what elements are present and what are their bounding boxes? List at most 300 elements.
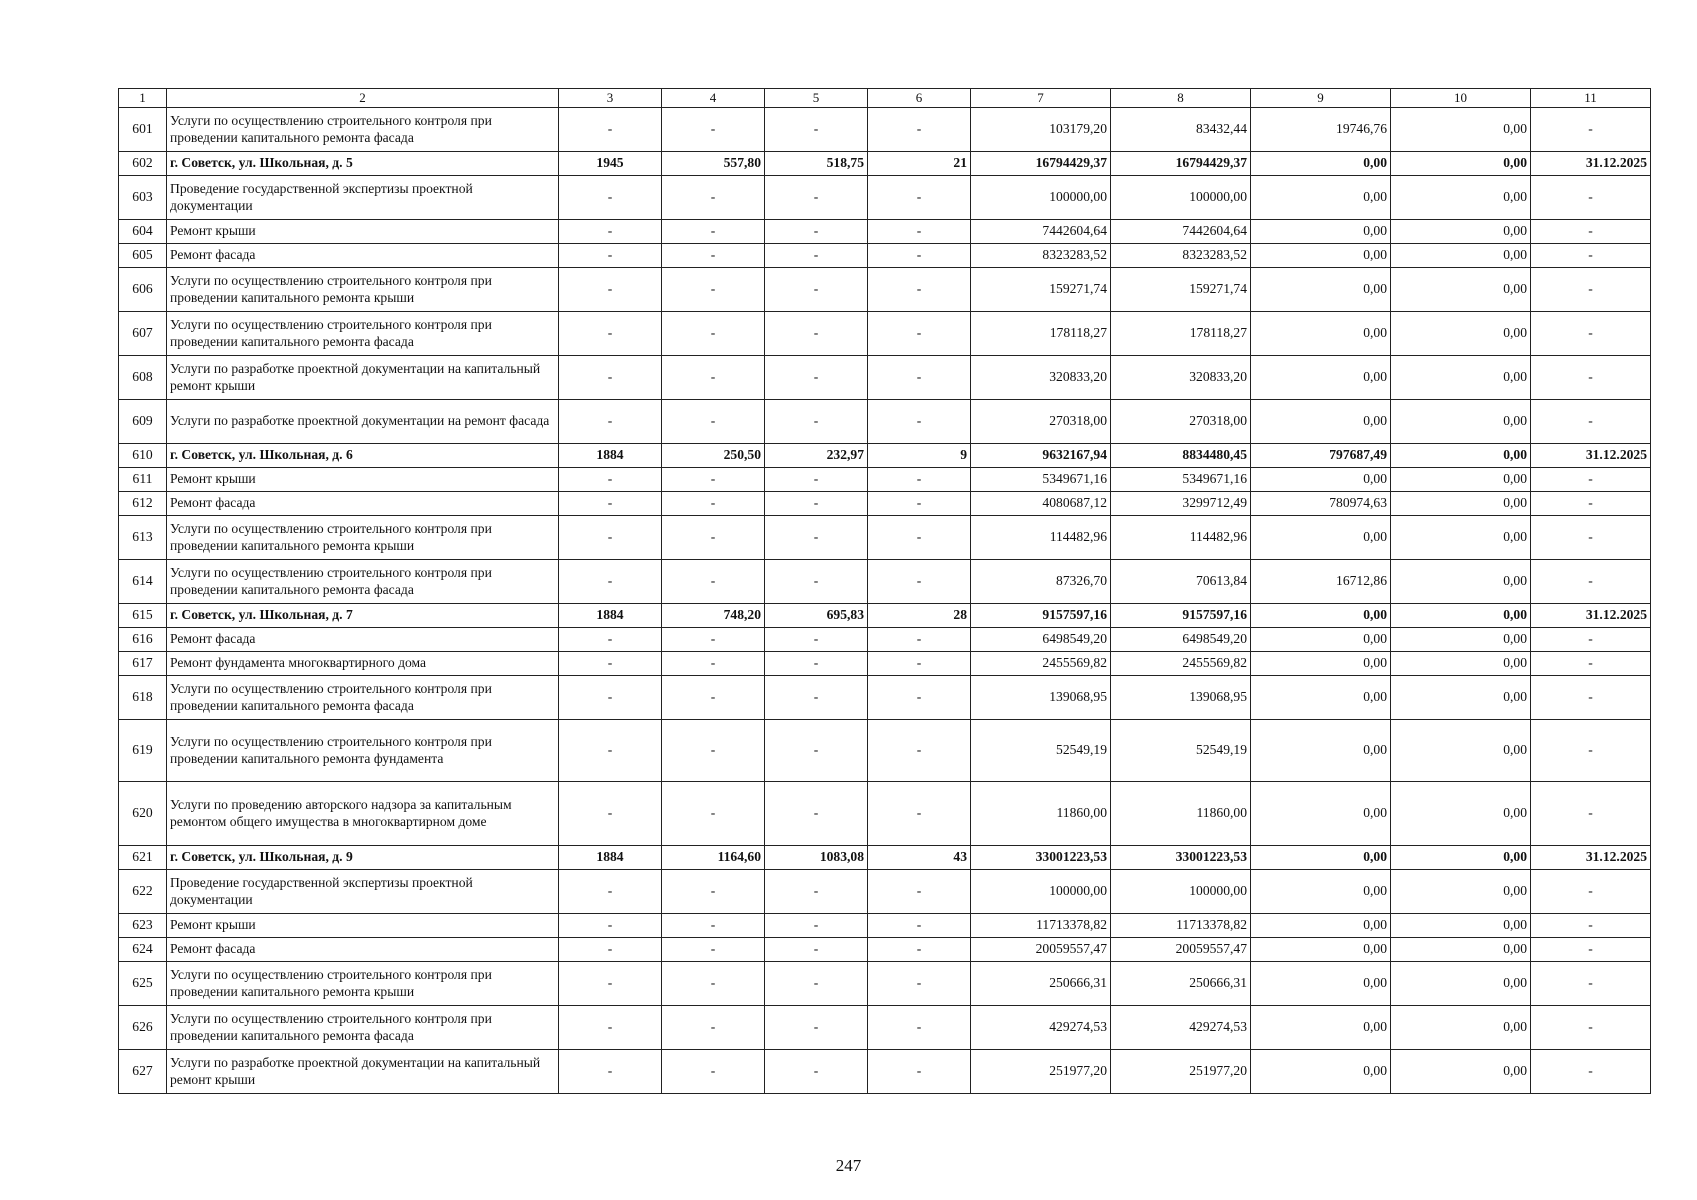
row-number: 624 <box>119 938 167 962</box>
col-10-cell: 0,00 <box>1391 676 1531 720</box>
col-6-cell: - <box>868 782 971 846</box>
col-7-cell: 52549,19 <box>971 720 1111 782</box>
col-5-cell: - <box>765 468 868 492</box>
col-8-cell: 70613,84 <box>1111 560 1251 604</box>
document-sheet <box>118 88 1650 1094</box>
work-description: г. Советск, ул. Школьная, д. 5 <box>167 152 559 176</box>
col-11-cell: - <box>1531 268 1651 312</box>
col-3-cell: - <box>559 176 662 220</box>
row-number: 613 <box>119 516 167 560</box>
col-4-cell: 748,20 <box>662 604 765 628</box>
table-row <box>119 108 1651 152</box>
col-9-cell: 0,00 <box>1251 220 1391 244</box>
col-5-cell: - <box>765 1006 868 1050</box>
col-9-cell: 0,00 <box>1251 400 1391 444</box>
col-7-cell: 11713378,82 <box>971 914 1111 938</box>
table-row <box>119 492 1651 516</box>
col-7-cell: 7442604,64 <box>971 220 1111 244</box>
col-10-cell: 0,00 <box>1391 312 1531 356</box>
header-cell: 3 <box>559 89 662 108</box>
table-row <box>119 356 1651 400</box>
col-4-cell: 557,80 <box>662 152 765 176</box>
address-row <box>119 152 1651 176</box>
col-10-cell: 0,00 <box>1391 152 1531 176</box>
col-7-cell: 9157597,16 <box>971 604 1111 628</box>
table-row <box>119 676 1651 720</box>
col-5-cell: - <box>765 870 868 914</box>
col-11-cell: - <box>1531 1006 1651 1050</box>
col-9-cell: 0,00 <box>1251 1006 1391 1050</box>
col-5-cell: - <box>765 400 868 444</box>
row-number: 616 <box>119 628 167 652</box>
work-description: г. Советск, ул. Школьная, д. 9 <box>167 846 559 870</box>
col-11-cell: - <box>1531 870 1651 914</box>
row-number: 615 <box>119 604 167 628</box>
col-8-cell: 251977,20 <box>1111 1050 1251 1094</box>
col-6-cell: - <box>868 492 971 516</box>
col-11-cell: - <box>1531 720 1651 782</box>
col-4-cell: - <box>662 914 765 938</box>
col-7-cell: 11860,00 <box>971 782 1111 846</box>
col-3-cell: 1884 <box>559 604 662 628</box>
col-10-cell: 0,00 <box>1391 244 1531 268</box>
col-9-cell: 0,00 <box>1251 604 1391 628</box>
row-number: 626 <box>119 1006 167 1050</box>
col-11-cell: - <box>1531 492 1651 516</box>
col-5-cell: - <box>765 516 868 560</box>
table-row <box>119 268 1651 312</box>
col-3-cell: - <box>559 220 662 244</box>
col-6-cell: - <box>868 400 971 444</box>
col-9-cell: 0,00 <box>1251 652 1391 676</box>
col-3-cell: - <box>559 400 662 444</box>
col-10-cell: 0,00 <box>1391 176 1531 220</box>
col-3-cell: - <box>559 628 662 652</box>
col-8-cell: 11713378,82 <box>1111 914 1251 938</box>
col-5-cell: - <box>765 176 868 220</box>
header-cell: 1 <box>119 89 167 108</box>
row-number: 602 <box>119 152 167 176</box>
col-7-cell: 320833,20 <box>971 356 1111 400</box>
work-description: Проведение государственной экспертизы проектной документации <box>167 176 559 220</box>
col-6-cell: - <box>868 220 971 244</box>
row-number: 611 <box>119 468 167 492</box>
work-description: Услуги по осуществлению строительного контроля при проведении капитального ремонта крыши <box>167 516 559 560</box>
row-number: 614 <box>119 560 167 604</box>
col-4-cell: - <box>662 628 765 652</box>
capital-repair-table <box>118 88 1651 1094</box>
col-11-cell: 31.12.2025 <box>1531 846 1651 870</box>
col-9-cell: 0,00 <box>1251 244 1391 268</box>
work-description: Ремонт фасада <box>167 628 559 652</box>
work-description: Ремонт фасада <box>167 938 559 962</box>
table-row <box>119 312 1651 356</box>
col-9-cell: 0,00 <box>1251 356 1391 400</box>
table-row <box>119 516 1651 560</box>
work-description: Услуги по осуществлению строительного контроля при проведении капитального ремонта фасада <box>167 560 559 604</box>
col-3-cell: - <box>559 938 662 962</box>
row-number: 604 <box>119 220 167 244</box>
page-number: 247 <box>835 1156 862 1175</box>
col-4-cell: 1164,60 <box>662 846 765 870</box>
row-number: 605 <box>119 244 167 268</box>
col-6-cell: 28 <box>868 604 971 628</box>
work-description: Ремонт крыши <box>167 914 559 938</box>
col-11-cell: - <box>1531 312 1651 356</box>
col-8-cell: 7442604,64 <box>1111 220 1251 244</box>
row-number: 610 <box>119 444 167 468</box>
col-3-cell: - <box>559 1050 662 1094</box>
table-row <box>119 1050 1651 1094</box>
col-10-cell: 0,00 <box>1391 268 1531 312</box>
col-8-cell: 5349671,16 <box>1111 468 1251 492</box>
col-7-cell: 139068,95 <box>971 676 1111 720</box>
col-3-cell: - <box>559 516 662 560</box>
col-10-cell: 0,00 <box>1391 962 1531 1006</box>
col-9-cell: 0,00 <box>1251 914 1391 938</box>
col-5-cell: - <box>765 652 868 676</box>
col-7-cell: 250666,31 <box>971 962 1111 1006</box>
col-4-cell: - <box>662 720 765 782</box>
col-10-cell: 0,00 <box>1391 468 1531 492</box>
col-3-cell: - <box>559 676 662 720</box>
row-number: 622 <box>119 870 167 914</box>
col-4-cell: - <box>662 516 765 560</box>
work-description: Услуги по осуществлению строительного контроля при проведении капитального ремонта фасада <box>167 108 559 152</box>
col-6-cell: - <box>868 268 971 312</box>
table-row <box>119 244 1651 268</box>
col-7-cell: 2455569,82 <box>971 652 1111 676</box>
table-body <box>119 89 1651 1094</box>
col-7-cell: 100000,00 <box>971 176 1111 220</box>
col-3-cell: - <box>559 492 662 516</box>
work-description: Ремонт фасада <box>167 492 559 516</box>
col-9-cell: 0,00 <box>1251 176 1391 220</box>
work-description: Услуги по осуществлению строительного контроля при проведении капитального ремонта фасада <box>167 312 559 356</box>
col-9-cell: 0,00 <box>1251 962 1391 1006</box>
col-7-cell: 178118,27 <box>971 312 1111 356</box>
col-7-cell: 100000,00 <box>971 870 1111 914</box>
col-8-cell: 2455569,82 <box>1111 652 1251 676</box>
col-8-cell: 52549,19 <box>1111 720 1251 782</box>
col-11-cell: - <box>1531 468 1651 492</box>
col-6-cell: - <box>868 962 971 1006</box>
col-6-cell: - <box>868 468 971 492</box>
col-7-cell: 5349671,16 <box>971 468 1111 492</box>
col-9-cell: 0,00 <box>1251 846 1391 870</box>
col-11-cell: - <box>1531 356 1651 400</box>
work-description: Услуги по осуществлению строительного контроля при проведении капитального ремонта фасада <box>167 1006 559 1050</box>
col-4-cell: - <box>662 220 765 244</box>
col-8-cell: 16794429,37 <box>1111 152 1251 176</box>
col-11-cell: - <box>1531 628 1651 652</box>
header-cell: 10 <box>1391 89 1531 108</box>
col-11-cell: - <box>1531 914 1651 938</box>
col-3-cell: - <box>559 312 662 356</box>
col-11-cell: - <box>1531 220 1651 244</box>
col-4-cell: - <box>662 1006 765 1050</box>
address-row <box>119 604 1651 628</box>
col-11-cell: - <box>1531 938 1651 962</box>
col-11-cell: - <box>1531 560 1651 604</box>
work-description: Услуги по разработке проектной документации на капитальный ремонт крыши <box>167 1050 559 1094</box>
col-7-cell: 8323283,52 <box>971 244 1111 268</box>
col-9-cell: 16712,86 <box>1251 560 1391 604</box>
row-number: 625 <box>119 962 167 1006</box>
col-10-cell: 0,00 <box>1391 604 1531 628</box>
col-3-cell: - <box>559 244 662 268</box>
work-description: Услуги по разработке проектной документации на капитальный ремонт крыши <box>167 356 559 400</box>
col-5-cell: - <box>765 1050 868 1094</box>
col-9-cell: 0,00 <box>1251 782 1391 846</box>
col-8-cell: 159271,74 <box>1111 268 1251 312</box>
header-cell: 8 <box>1111 89 1251 108</box>
col-10-cell: 0,00 <box>1391 846 1531 870</box>
work-description: Услуги по разработке проектной документации на ремонт фасада <box>167 400 559 444</box>
work-description: г. Советск, ул. Школьная, д. 7 <box>167 604 559 628</box>
col-4-cell: - <box>662 870 765 914</box>
col-4-cell: - <box>662 676 765 720</box>
col-4-cell: - <box>662 108 765 152</box>
col-10-cell: 0,00 <box>1391 870 1531 914</box>
header-cell: 6 <box>868 89 971 108</box>
col-8-cell: 270318,00 <box>1111 400 1251 444</box>
col-9-cell: 0,00 <box>1251 628 1391 652</box>
col-3-cell: - <box>559 108 662 152</box>
col-4-cell: - <box>662 312 765 356</box>
header-cell: 5 <box>765 89 868 108</box>
col-5-cell: - <box>765 108 868 152</box>
col-11-cell: - <box>1531 1050 1651 1094</box>
col-11-cell: - <box>1531 108 1651 152</box>
col-6-cell: 21 <box>868 152 971 176</box>
col-9-cell: 0,00 <box>1251 720 1391 782</box>
col-9-cell: 0,00 <box>1251 516 1391 560</box>
col-4-cell: - <box>662 356 765 400</box>
col-3-cell: - <box>559 870 662 914</box>
col-4-cell: - <box>662 938 765 962</box>
col-8-cell: 320833,20 <box>1111 356 1251 400</box>
col-9-cell: 797687,49 <box>1251 444 1391 468</box>
col-5-cell: - <box>765 268 868 312</box>
col-4-cell: 250,50 <box>662 444 765 468</box>
col-7-cell: 4080687,12 <box>971 492 1111 516</box>
col-9-cell: 0,00 <box>1251 676 1391 720</box>
address-row <box>119 444 1651 468</box>
col-10-cell: 0,00 <box>1391 628 1531 652</box>
col-10-cell: 0,00 <box>1391 108 1531 152</box>
col-7-cell: 270318,00 <box>971 400 1111 444</box>
col-6-cell: - <box>868 676 971 720</box>
col-5-cell: - <box>765 720 868 782</box>
col-10-cell: 0,00 <box>1391 914 1531 938</box>
col-8-cell: 8834480,45 <box>1111 444 1251 468</box>
header-cell: 7 <box>971 89 1111 108</box>
row-number: 603 <box>119 176 167 220</box>
col-4-cell: - <box>662 492 765 516</box>
col-11-cell: 31.12.2025 <box>1531 604 1651 628</box>
work-description: Ремонт фундамента многоквартирного дома <box>167 652 559 676</box>
header-cell: 9 <box>1251 89 1391 108</box>
col-6-cell: 43 <box>868 846 971 870</box>
col-5-cell: - <box>765 782 868 846</box>
work-description: Услуги по осуществлению строительного контроля при проведении капитального ремонта крыши <box>167 962 559 1006</box>
table-row <box>119 938 1651 962</box>
col-3-cell: - <box>559 468 662 492</box>
col-3-cell: 1884 <box>559 846 662 870</box>
work-description: Услуги по осуществлению строительного контроля при проведении капитального ремонта фундамента <box>167 720 559 782</box>
work-description: Ремонт крыши <box>167 468 559 492</box>
header-cell: 11 <box>1531 89 1651 108</box>
col-7-cell: 429274,53 <box>971 1006 1111 1050</box>
col-5-cell: - <box>765 356 868 400</box>
col-3-cell: - <box>559 782 662 846</box>
col-8-cell: 20059557,47 <box>1111 938 1251 962</box>
col-6-cell: - <box>868 870 971 914</box>
col-10-cell: 0,00 <box>1391 220 1531 244</box>
col-9-cell: 0,00 <box>1251 1050 1391 1094</box>
col-10-cell: 0,00 <box>1391 356 1531 400</box>
col-11-cell: - <box>1531 652 1651 676</box>
col-5-cell: - <box>765 938 868 962</box>
header-cell: 4 <box>662 89 765 108</box>
col-6-cell: - <box>868 1006 971 1050</box>
col-3-cell: - <box>559 720 662 782</box>
col-3-cell: - <box>559 652 662 676</box>
row-number: 627 <box>119 1050 167 1094</box>
col-10-cell: 0,00 <box>1391 492 1531 516</box>
col-8-cell: 9157597,16 <box>1111 604 1251 628</box>
work-description: Услуги по осуществлению строительного контроля при проведении капитального ремонта фасада <box>167 676 559 720</box>
col-6-cell: - <box>868 312 971 356</box>
col-4-cell: - <box>662 560 765 604</box>
col-5-cell: - <box>765 560 868 604</box>
col-7-cell: 6498549,20 <box>971 628 1111 652</box>
col-6-cell: - <box>868 356 971 400</box>
col-3-cell: - <box>559 356 662 400</box>
col-5-cell: - <box>765 244 868 268</box>
col-5-cell: 232,97 <box>765 444 868 468</box>
col-6-cell: - <box>868 914 971 938</box>
col-10-cell: 0,00 <box>1391 782 1531 846</box>
col-11-cell: - <box>1531 676 1651 720</box>
address-row <box>119 846 1651 870</box>
col-7-cell: 87326,70 <box>971 560 1111 604</box>
col-11-cell: - <box>1531 244 1651 268</box>
col-9-cell: 780974,63 <box>1251 492 1391 516</box>
col-6-cell: - <box>868 652 971 676</box>
col-11-cell: - <box>1531 516 1651 560</box>
col-10-cell: 0,00 <box>1391 720 1531 782</box>
col-3-cell: - <box>559 560 662 604</box>
row-number: 609 <box>119 400 167 444</box>
col-9-cell: 0,00 <box>1251 870 1391 914</box>
table-row <box>119 220 1651 244</box>
table-row <box>119 560 1651 604</box>
col-3-cell: 1884 <box>559 444 662 468</box>
work-description: Услуги по осуществлению строительного контроля при проведении капитального ремонта крыши <box>167 268 559 312</box>
col-7-cell: 33001223,53 <box>971 846 1111 870</box>
col-6-cell: - <box>868 628 971 652</box>
row-number: 618 <box>119 676 167 720</box>
col-3-cell: - <box>559 962 662 1006</box>
col-5-cell: - <box>765 914 868 938</box>
col-5-cell: - <box>765 962 868 1006</box>
col-10-cell: 0,00 <box>1391 400 1531 444</box>
col-11-cell: - <box>1531 962 1651 1006</box>
row-number: 623 <box>119 914 167 938</box>
work-description: Ремонт крыши <box>167 220 559 244</box>
row-number: 620 <box>119 782 167 846</box>
col-6-cell: - <box>868 176 971 220</box>
row-number: 607 <box>119 312 167 356</box>
col-3-cell: 1945 <box>559 152 662 176</box>
col-8-cell: 429274,53 <box>1111 1006 1251 1050</box>
col-7-cell: 114482,96 <box>971 516 1111 560</box>
col-3-cell: - <box>559 1006 662 1050</box>
header-cell: 2 <box>167 89 559 108</box>
col-8-cell: 250666,31 <box>1111 962 1251 1006</box>
table-row <box>119 400 1651 444</box>
col-6-cell: - <box>868 560 971 604</box>
col-4-cell: - <box>662 652 765 676</box>
col-7-cell: 9632167,94 <box>971 444 1111 468</box>
col-3-cell: - <box>559 914 662 938</box>
col-7-cell: 20059557,47 <box>971 938 1111 962</box>
table-row <box>119 962 1651 1006</box>
col-6-cell: 9 <box>868 444 971 468</box>
col-6-cell: - <box>868 938 971 962</box>
column-number-header <box>119 89 1651 108</box>
col-7-cell: 251977,20 <box>971 1050 1111 1094</box>
col-8-cell: 100000,00 <box>1111 870 1251 914</box>
col-7-cell: 159271,74 <box>971 268 1111 312</box>
col-5-cell: - <box>765 676 868 720</box>
col-9-cell: 0,00 <box>1251 468 1391 492</box>
row-number: 608 <box>119 356 167 400</box>
table-row <box>119 628 1651 652</box>
col-8-cell: 3299712,49 <box>1111 492 1251 516</box>
table-row <box>119 870 1651 914</box>
col-9-cell: 0,00 <box>1251 268 1391 312</box>
col-8-cell: 100000,00 <box>1111 176 1251 220</box>
col-8-cell: 33001223,53 <box>1111 846 1251 870</box>
col-6-cell: - <box>868 516 971 560</box>
col-5-cell: - <box>765 628 868 652</box>
col-10-cell: 0,00 <box>1391 938 1531 962</box>
work-description: г. Советск, ул. Школьная, д. 6 <box>167 444 559 468</box>
col-5-cell: - <box>765 492 868 516</box>
row-number: 619 <box>119 720 167 782</box>
col-6-cell: - <box>868 244 971 268</box>
col-4-cell: - <box>662 962 765 1006</box>
table-row <box>119 652 1651 676</box>
col-10-cell: 0,00 <box>1391 560 1531 604</box>
col-5-cell: 695,83 <box>765 604 868 628</box>
col-8-cell: 139068,95 <box>1111 676 1251 720</box>
col-7-cell: 103179,20 <box>971 108 1111 152</box>
work-description: Ремонт фасада <box>167 244 559 268</box>
col-10-cell: 0,00 <box>1391 1050 1531 1094</box>
table-row <box>119 1006 1651 1050</box>
col-10-cell: 0,00 <box>1391 444 1531 468</box>
col-4-cell: - <box>662 468 765 492</box>
col-6-cell: - <box>868 108 971 152</box>
table-row <box>119 782 1651 846</box>
col-7-cell: 16794429,37 <box>971 152 1111 176</box>
table-row <box>119 176 1651 220</box>
row-number: 606 <box>119 268 167 312</box>
